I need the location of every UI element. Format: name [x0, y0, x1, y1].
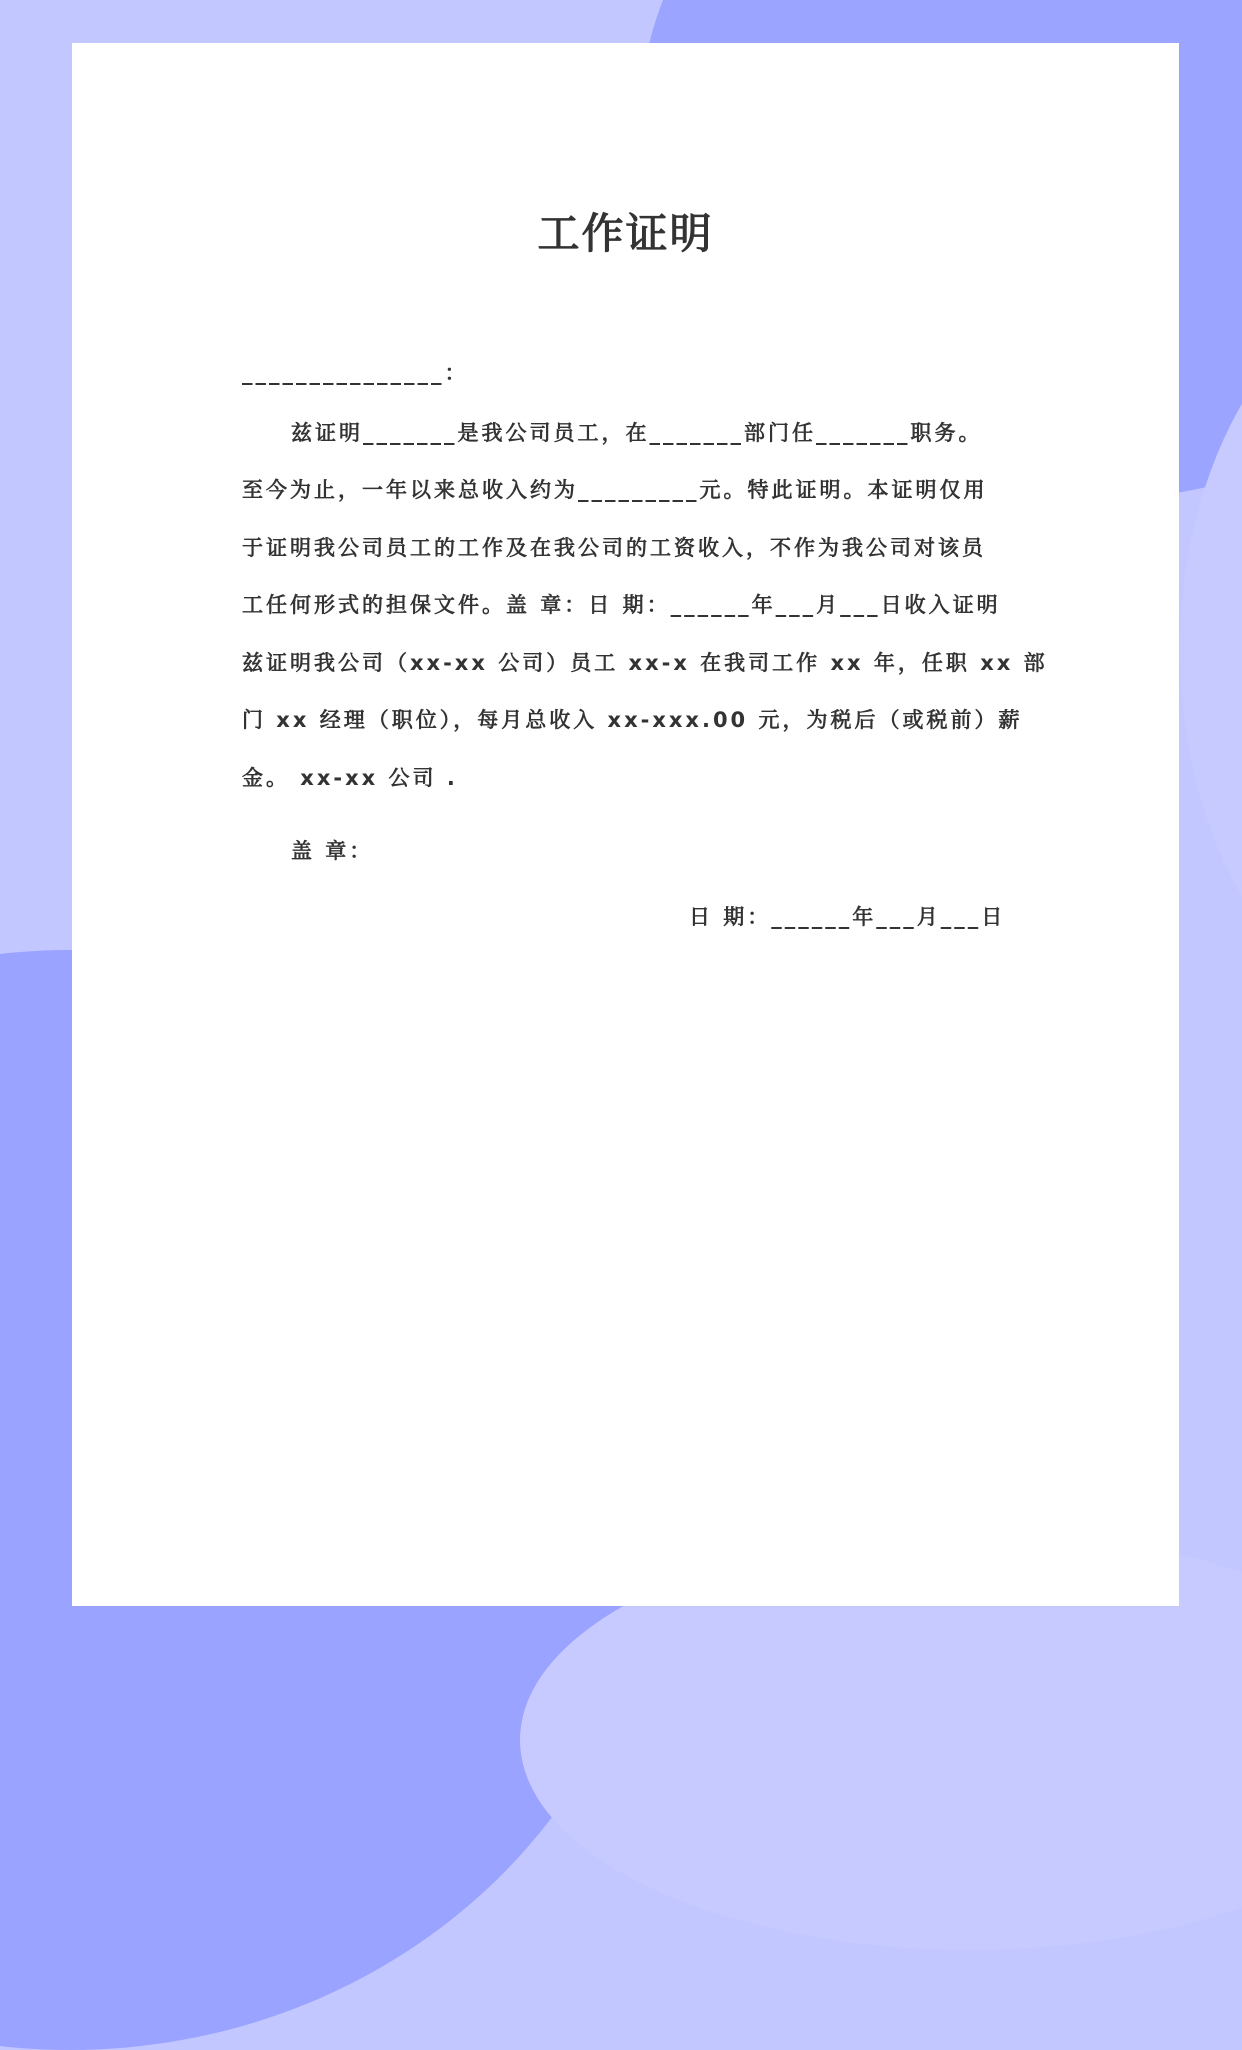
document-title: 工作证明	[537, 209, 714, 258]
seal-label: 盖 章：	[291, 839, 374, 863]
certificate-line-7: 金。 xx-xx 公司 .	[242, 766, 458, 790]
certificate-line-6: 门 xx 经理（职位），每月总收入 xx-xxx.00 元，为税后（或税前）薪	[242, 708, 1023, 732]
document-page	[72, 43, 1179, 1606]
certificate-line-1: 兹证明_______是我公司员工，在_______部门任_______职务。	[291, 421, 983, 445]
date-line: 日 期：______年___月___日	[689, 905, 1006, 929]
certificate-line-2: 至今为止，一年以来总收入约为_________元。特此证明。本证明仅用	[242, 478, 988, 502]
certificate-line-4: 工任何形式的担保文件。盖 章：日 期：______年___月___日收入证明	[242, 593, 1001, 617]
recipient-line: _______________：	[242, 361, 469, 385]
certificate-line-5: 兹证明我公司（xx-xx 公司）员工 xx-x 在我司工作 xx 年，任职 xx 部	[242, 651, 1048, 675]
certificate-line-3: 于证明我公司员工的工作及在我公司的工资收入，不作为我公司对该员	[242, 536, 986, 560]
